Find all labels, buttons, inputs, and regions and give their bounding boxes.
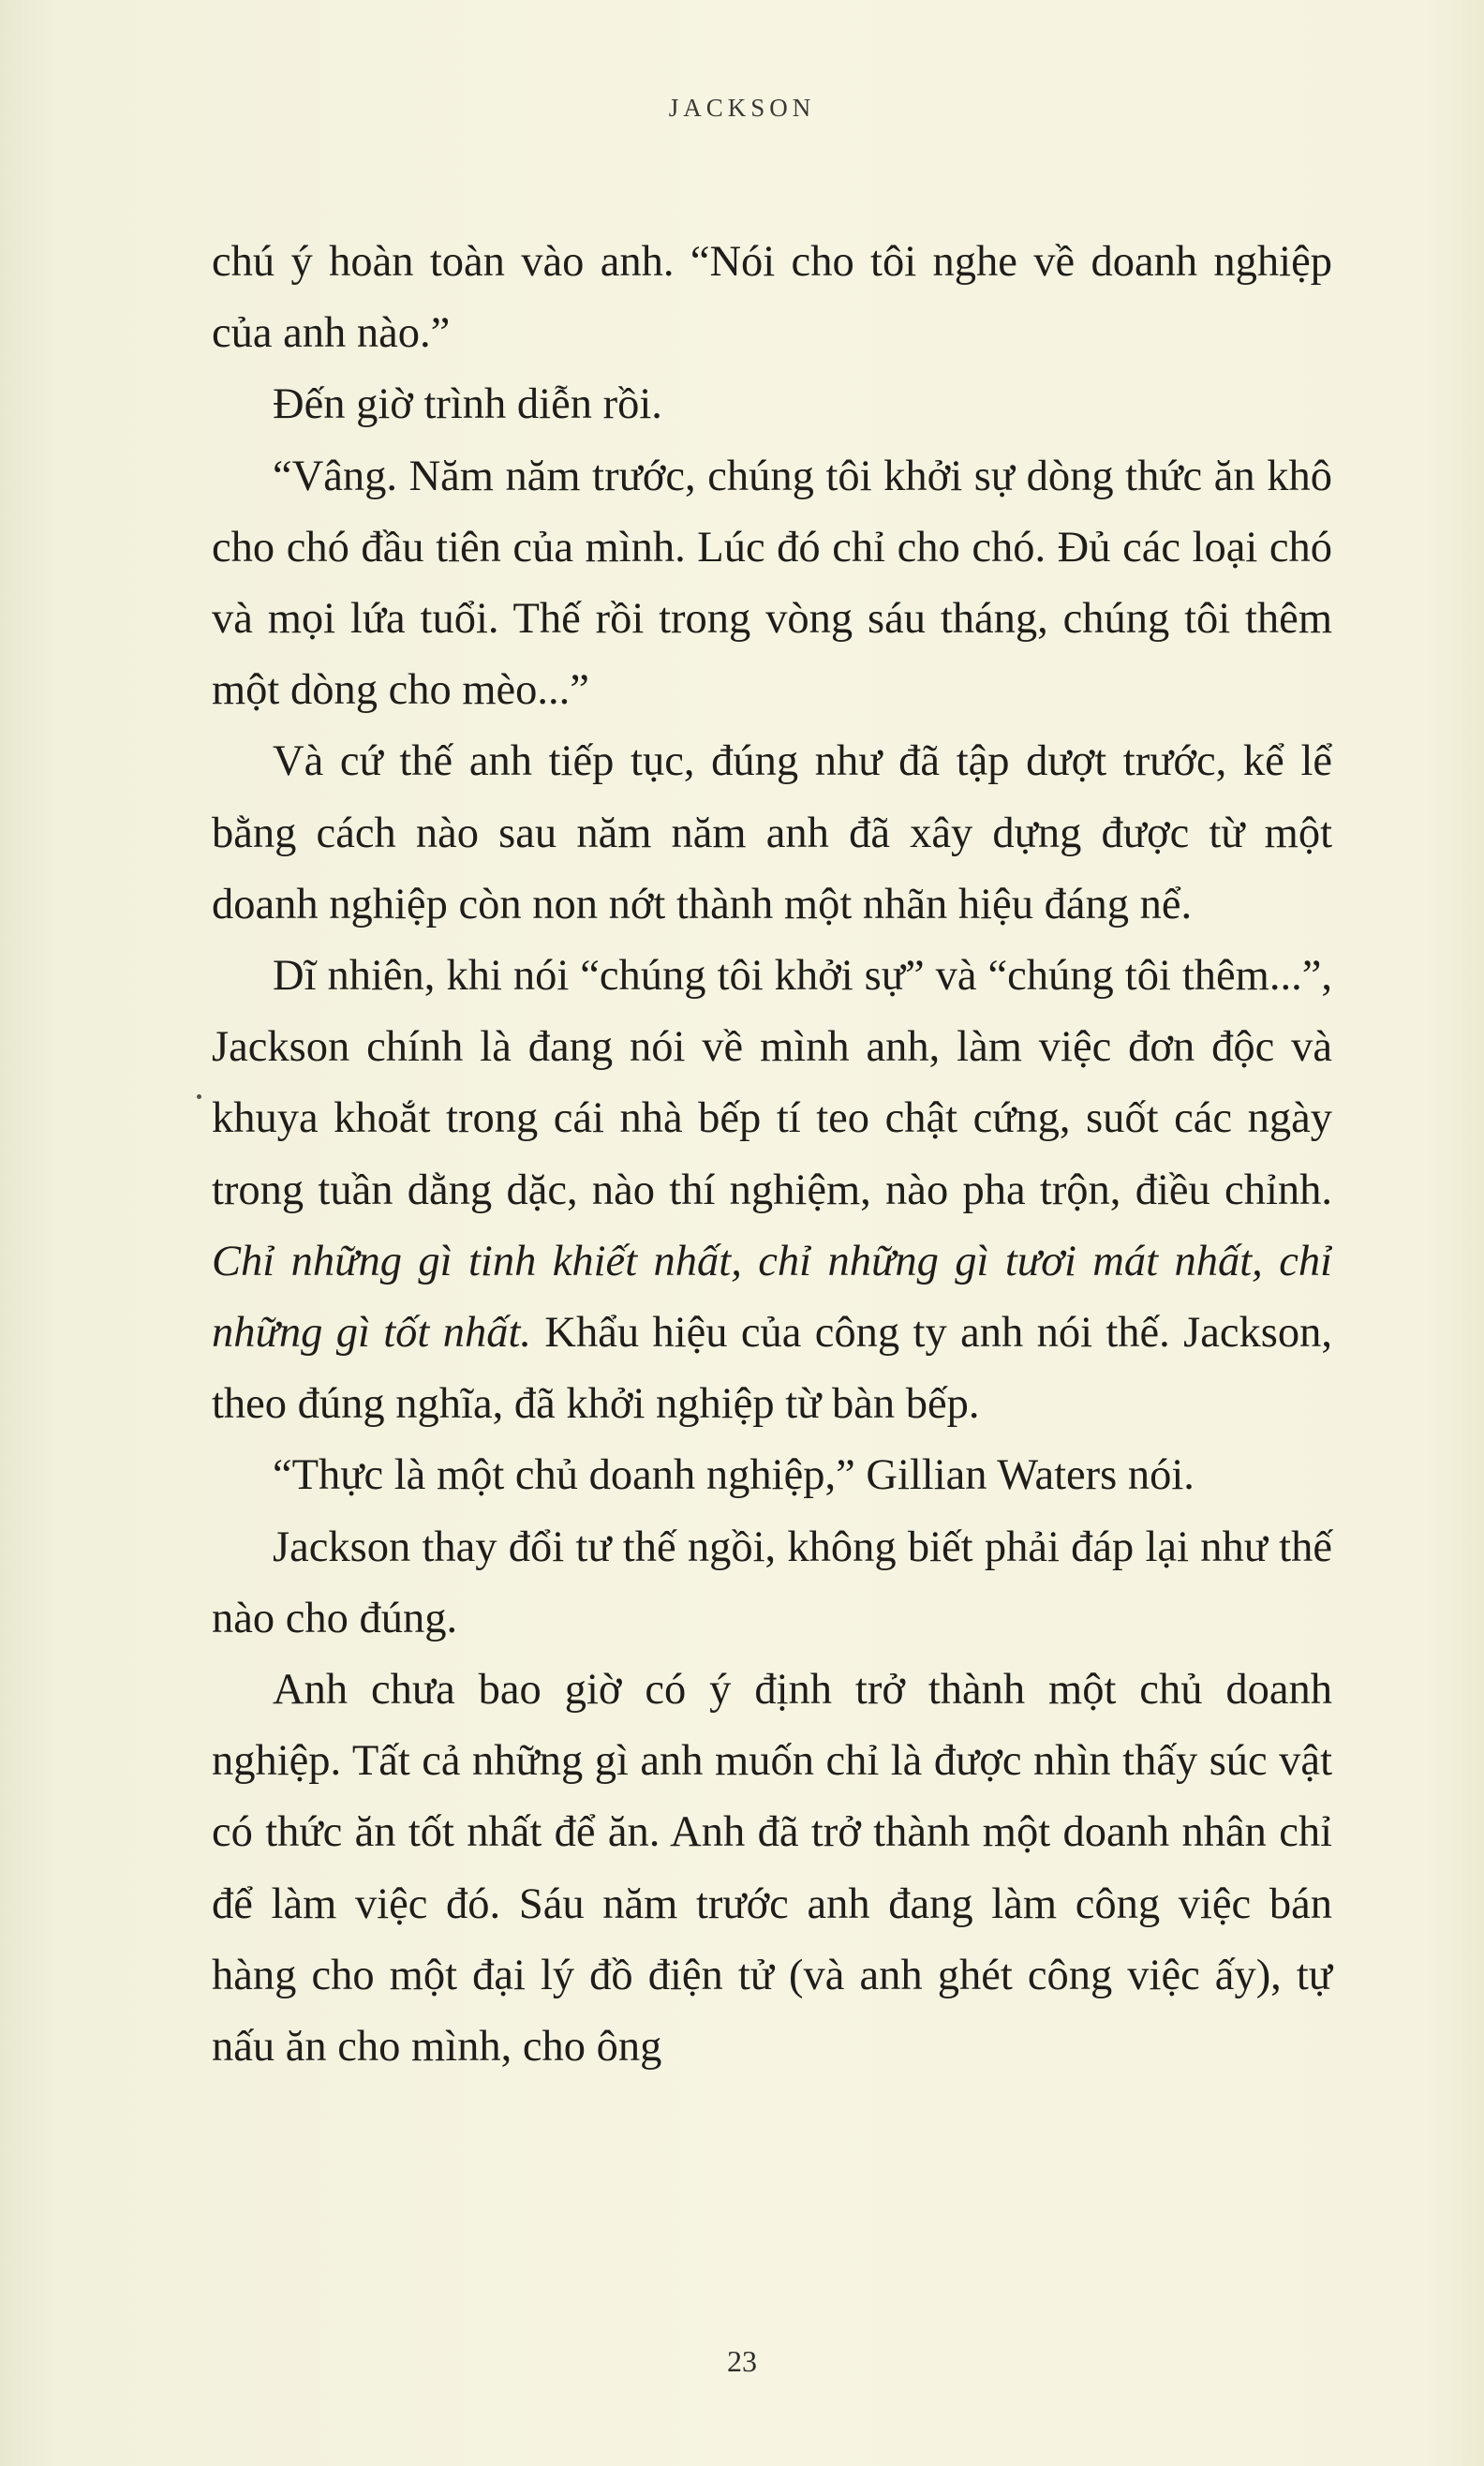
paragraph xyxy=(212,941,1332,1440)
paragraph: “Vâng. Năm năm trước, chúng tôi khởi sự dòng thức ăn khô cho chó đầu tiên của mình. Lúc đó chỉ cho chó. Đủ các loại chó và mọi lứa tuổi. Thế rồi trong vòng sáu tháng, chúng tôi thêm một dòng cho mèo...” xyxy=(212,452,1332,715)
page-number: 23 xyxy=(727,2344,757,2378)
body-text xyxy=(212,227,1332,2083)
paragraph: Đến giờ trình diễn rồi. xyxy=(273,380,662,429)
paragraph: Jackson thay đổi tư thế ngồi, không biết phải đáp lại như thế nào cho đúng. xyxy=(212,1523,1332,1642)
running-head: JACKSON xyxy=(668,94,816,122)
margin-mark xyxy=(197,1094,201,1099)
paragraph: Và cứ thế anh tiếp tục, đúng như đã tập dượt trước, kể lể bằng cách nào sau năm năm anh đã xây dựng được từ một doanh nghiệp còn non nớt thành một nhãn hiệu đáng nể. xyxy=(212,737,1332,928)
paragraph-text: Khẩu hiệu của công ty anh nói thế. Jackson, theo đúng nghĩa, đã khởi nghiệp từ bàn bếp. xyxy=(212,1309,1333,1429)
paragraph: Anh chưa bao giờ có ý định trở thành một chủ doanh nghiệp. Tất cả những gì anh muốn chỉ là được nhìn thấy súc vật có thức ăn tốt nhất để ăn. Anh đã trở thành một doanh nhân chỉ để làm việc đó. Sáu năm trước anh đang làm công việc bán hàng cho một đại lý đồ điện tử (và anh ghét công việc ấy), tự nấu ăn cho mình, cho ông xyxy=(212,1666,1332,2072)
paragraph: “Thực là một chủ doanh nghiệp,” Gillian Waters nói. xyxy=(273,1451,1195,1500)
slogan-italic: Chỉ những gì tinh khiết nhất, chỉ những gì tươi mát nhất, chỉ những gì tốt nhất. xyxy=(212,1237,1332,1358)
paragraph: chú ý hoàn toàn vào anh. “Nói cho tôi nghe về doanh nghiệp của anh nào.” xyxy=(212,238,1332,358)
paragraph-text: Dĩ nhiên, khi nói “chúng tôi khởi sự” và “chúng tôi thêm...”, Jackson chính là đang nói về mình anh, làm việc đơn độc và khuya khoắt trong cái nhà bếp tí teo chật cứng, suốt các ngày trong tuần dằng dặc, nào thí nghiệm, nào pha trộn, điều chỉnh. xyxy=(212,952,1332,1214)
